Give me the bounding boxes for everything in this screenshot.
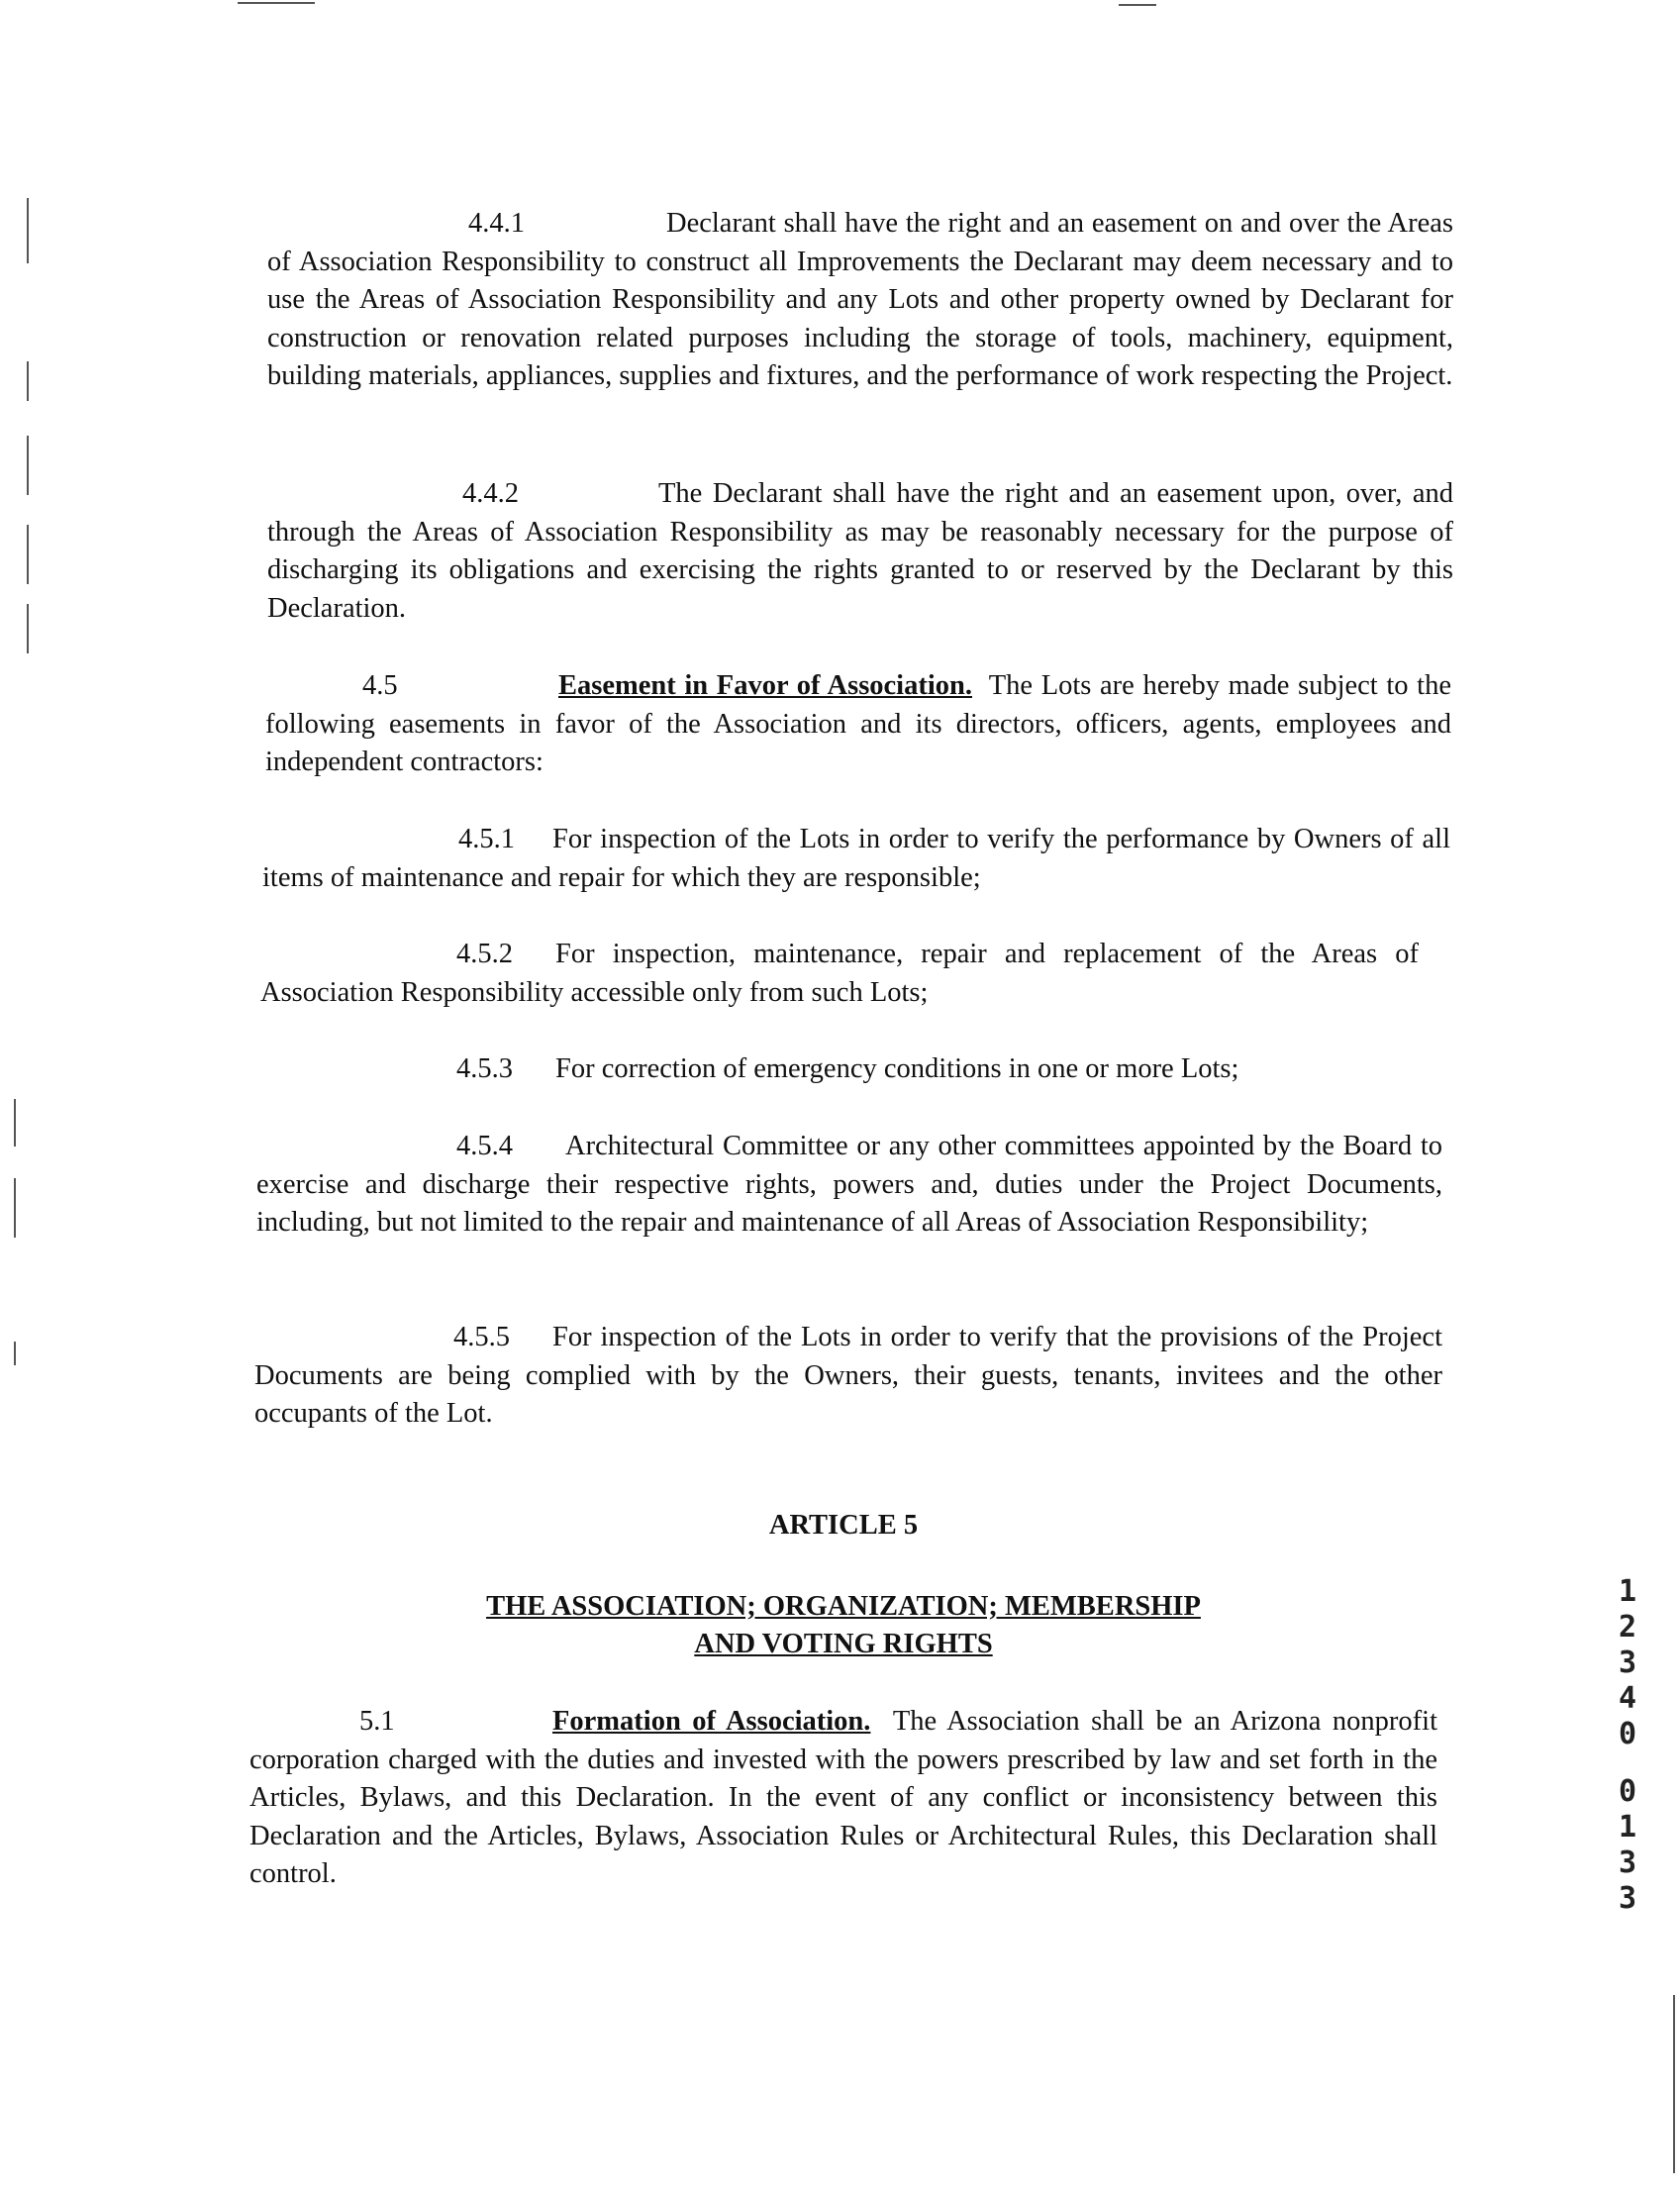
section-number: 4.5 (362, 670, 398, 701)
paragraph-4-4-2 (267, 475, 1453, 628)
scan-mark (238, 2, 315, 4)
recording-number-stamp (1610, 1574, 1645, 1917)
section-number: 4.5.4 (456, 1131, 513, 1161)
paragraph-text: The Declarant shall have the right and an easement upon, over, and through the Areas of Association Responsibility as may be reasonably necessary for the purpose of discharging its obligations and exercising the rights granted to or reserved by the Declarant by this Declaration. (267, 478, 1453, 624)
stamp-digit: 3 (1618, 1845, 1637, 1880)
paragraph-4-5-4 (256, 1128, 1442, 1243)
section-number: 4.5.3 (456, 1053, 513, 1084)
scan-mark (1673, 1995, 1675, 2173)
stamp-digit: 0 (1618, 1717, 1637, 1751)
stamp-digit: 1 (1618, 1574, 1637, 1609)
scan-mark (14, 1178, 16, 1238)
article-label: ARTICLE 5 (768, 1510, 919, 1541)
scan-mark (27, 436, 29, 495)
paragraph-text: For correction of emergency conditions in one or more Lots; (555, 1053, 1239, 1084)
stamp-digit: 2 (1618, 1610, 1637, 1645)
scan-mark (27, 525, 29, 584)
scan-mark (27, 604, 29, 653)
stamp-digit: 3 (1618, 1881, 1637, 1916)
stamp-digit: 4 (1618, 1681, 1637, 1716)
section-number: 4.5.1 (458, 824, 515, 854)
stamp-digit: 3 (1618, 1646, 1637, 1680)
section-heading: Formation of Association. (552, 1706, 871, 1737)
paragraph-4-5-3 (260, 1050, 1419, 1089)
scan-mark (14, 1342, 16, 1365)
section-number: 4.4.2 (462, 478, 519, 509)
paragraph-text: For inspection of the Lots in order to verify the performance by Owners of all items of maintenance and repair for which they are responsible; (262, 824, 1450, 893)
stamp-gap (1610, 1752, 1645, 1774)
paragraph-4-5-1 (262, 821, 1450, 897)
stamp-digit: 1 (1618, 1810, 1637, 1845)
article-title-line: AND VOTING RIGHTS (694, 1629, 993, 1659)
paragraph-4-5 (265, 667, 1451, 782)
section-heading: Easement in Favor of Association. (558, 670, 972, 701)
paragraph-text: The Association shall be an Arizona nonprofit corporation charged with the duties and invested with the powers prescribed by law and set forth in the Articles, Bylaws, and this Declaration. In the event of any conflict or inconsistency between this Declaration and the Articles, Bylaws, Association Rules or Architectural Rules, this Declaration shall control. (249, 1706, 1437, 1889)
paragraph-4-5-5 (254, 1319, 1442, 1434)
paragraph-text: Declarant shall have the right and an easement on and over the Areas of Association Responsibility to construct all Improvements the Declarant may deem necessary and to use the Areas of Association Responsibility and any Lots and other property owned by Declarant for construction or renovation related purposes including the storage of tools, machinery, equipment, building materials, appliances, supplies and fixtures, and the performance of work respecting the Project. (267, 208, 1453, 391)
paragraph-text: The Lots are hereby made subject to the following easements in favor of the Association and its directors, officers, agents, employees and independent contractors: (265, 670, 1451, 777)
stamp-digit: 0 (1618, 1774, 1637, 1809)
paragraph-4-4-1 (267, 205, 1453, 396)
scan-mark (27, 361, 29, 401)
paragraph-5-1 (249, 1703, 1437, 1894)
section-number: 5.1 (359, 1706, 395, 1737)
section-number: 4.5.5 (453, 1322, 510, 1352)
section-number: 4.4.1 (468, 208, 525, 239)
paragraph-4-5-2 (260, 936, 1419, 1012)
paragraph-text: For inspection of the Lots in order to verify that the provisions of the Project Documents are being complied with by the Owners, their guests, tenants, invitees and the other occupants of the Lot. (254, 1322, 1442, 1429)
paragraph-text: Architectural Committee or any other committees appointed by the Board to exercise and discharge their respective rights, powers and, duties under the Project Documents, including, but not limited to the repair and maintenance of all Areas of Association Responsibility; (256, 1131, 1442, 1238)
scan-mark (27, 198, 29, 263)
paragraph-text: For inspection, maintenance, repair and replacement of the Areas of Association Responsibility accessible only from such Lots; (260, 939, 1419, 1008)
section-number: 4.5.2 (456, 939, 513, 969)
scan-mark (14, 1099, 16, 1147)
scan-mark (1119, 4, 1156, 6)
article-title (249, 1588, 1437, 1663)
article-title-line: THE ASSOCIATION; ORGANIZATION; MEMBERSHIP (486, 1591, 1201, 1622)
